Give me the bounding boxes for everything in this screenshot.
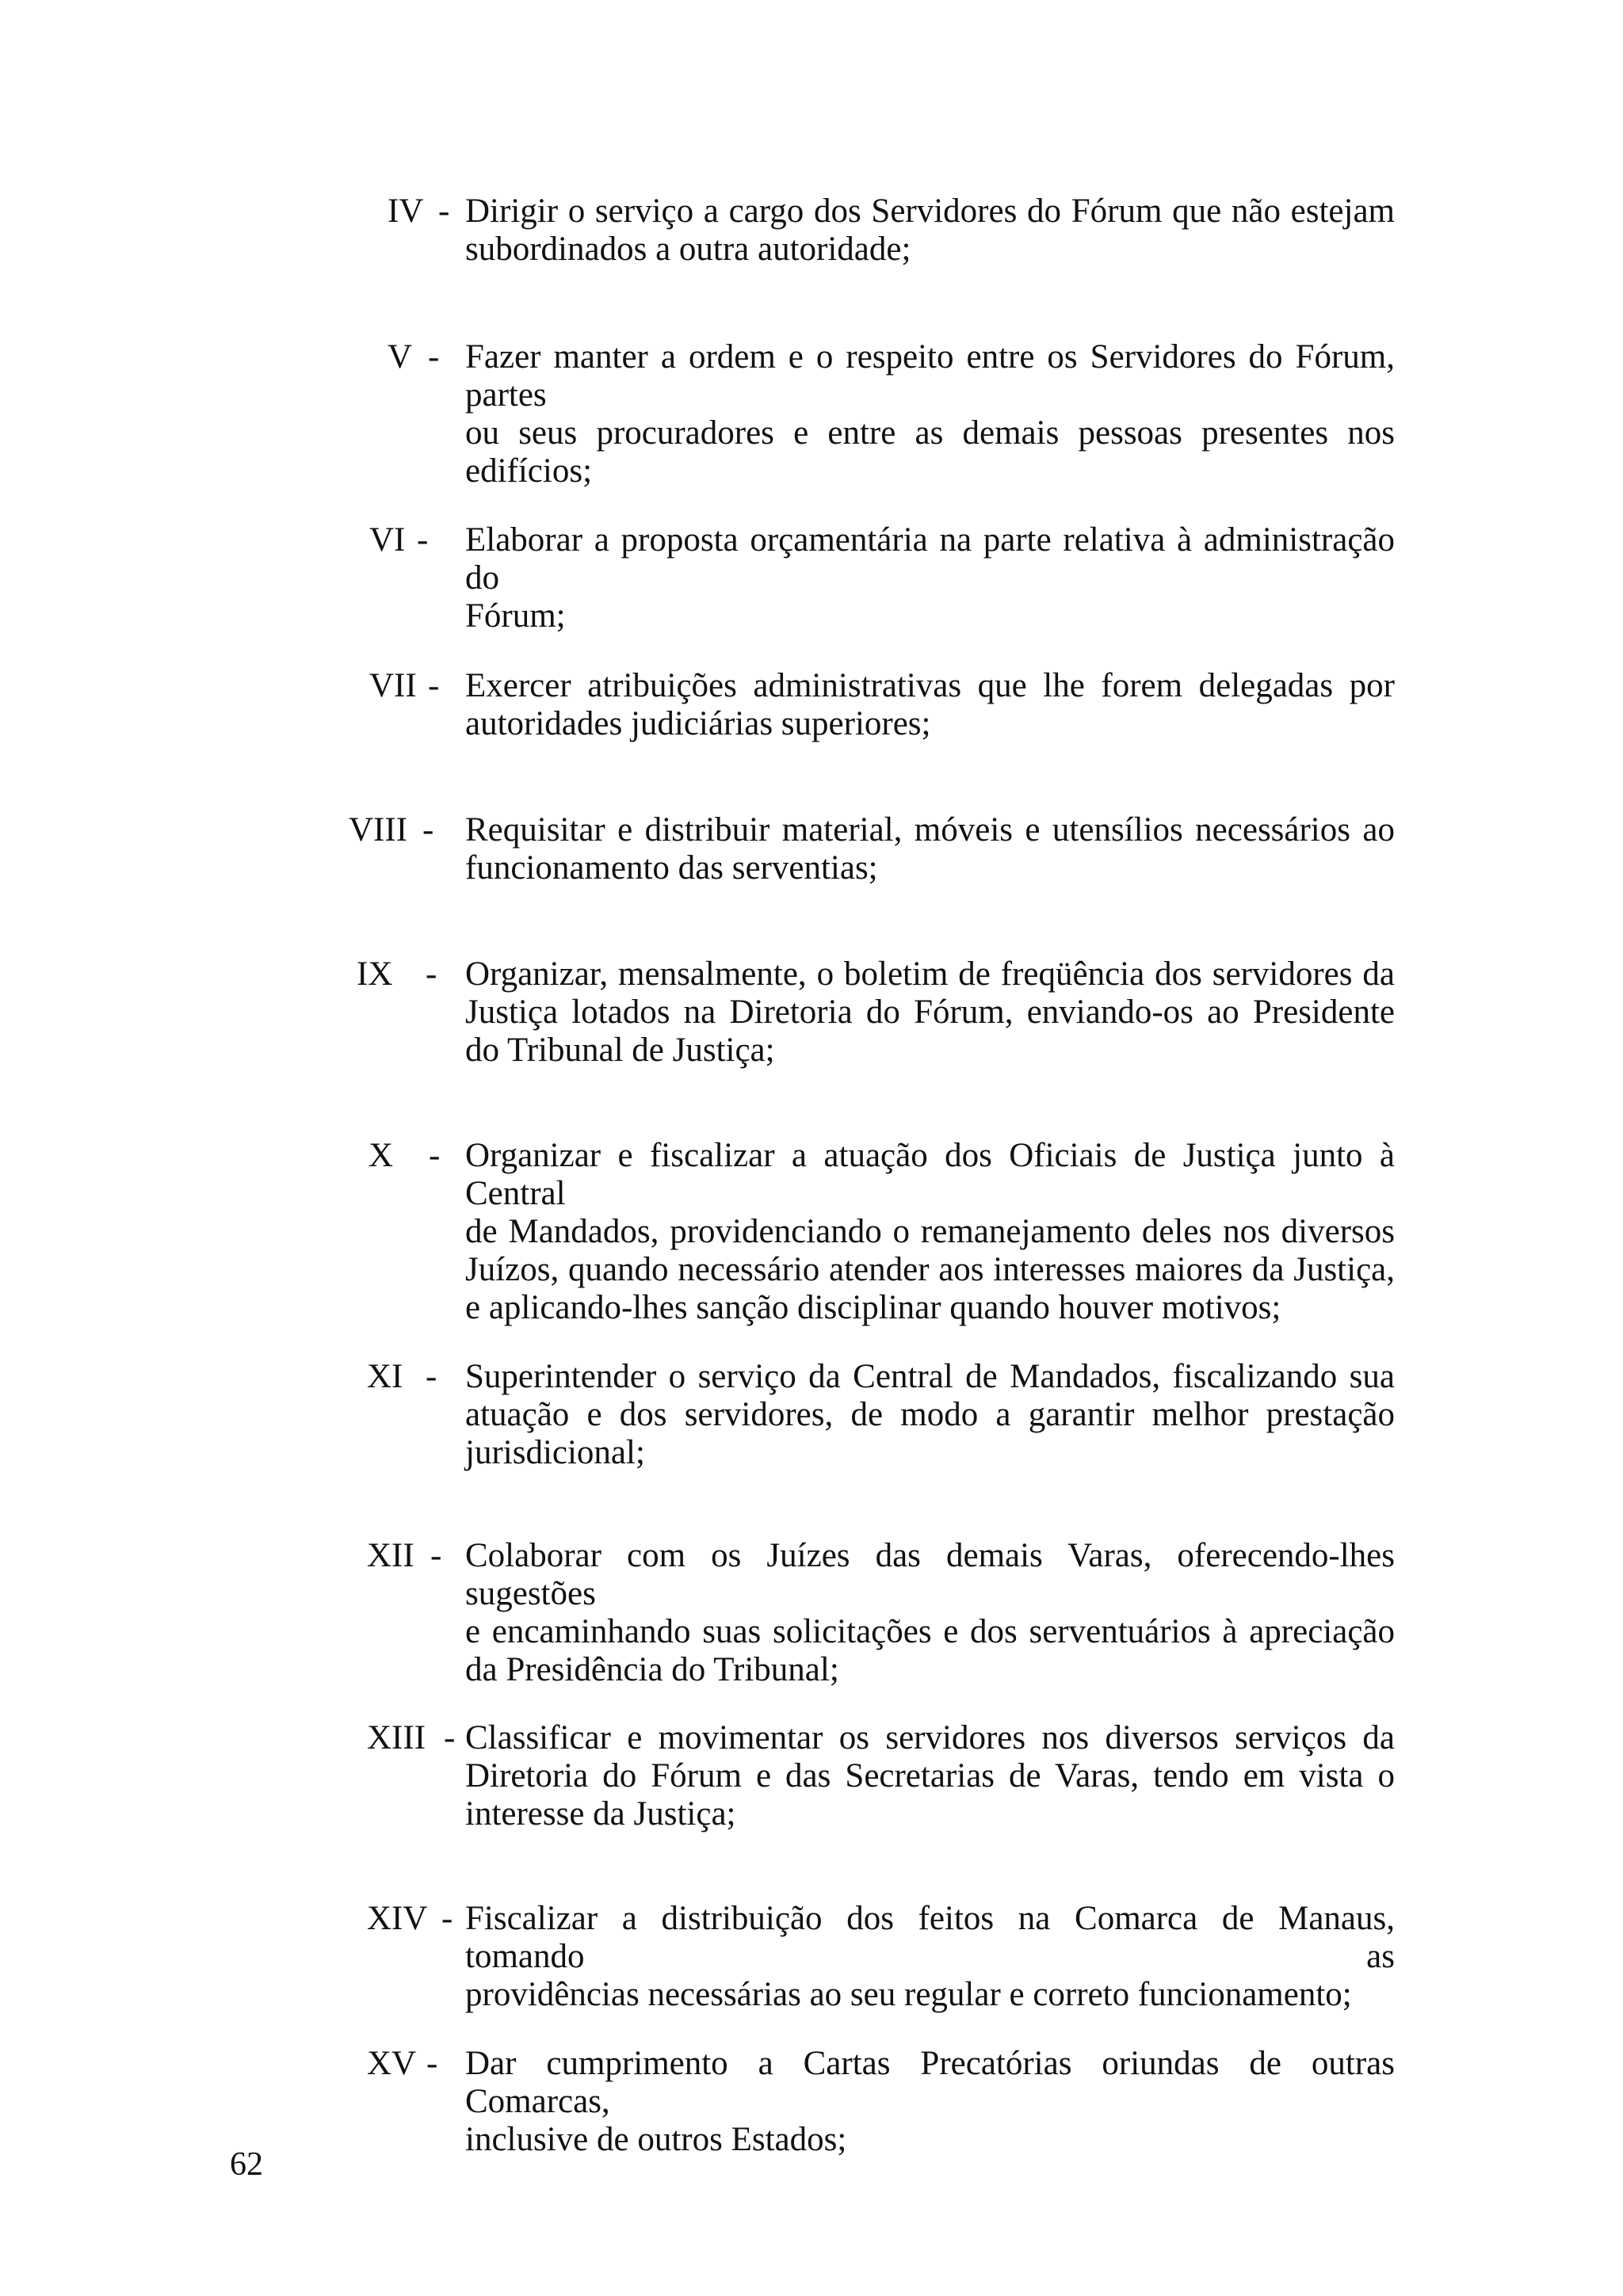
item-text-first-line: Colaborar com os Juízes das demais Varas, oferecendo-lhes sugestões: [465, 1537, 1395, 1612]
item-text-first-line: Dirigir o serviço a cargo dos Servidores do Fórum que não estejam: [465, 193, 1395, 230]
item-dash: -: [430, 1537, 442, 1574]
item-text: [465, 667, 1395, 743]
item-text-continuation: inclusive de outros Estados;: [465, 2121, 847, 2158]
item-text-first-line: Organizar, mensalmente, o boletim de freqüência dos servidores da: [465, 955, 1395, 993]
item-text-continuation: providências necessárias ao seu regular e correto funcionamento;: [465, 1976, 1352, 2013]
item-text: [465, 1537, 1395, 1689]
item-dash: -: [438, 193, 450, 230]
item-numeral: XII: [367, 1537, 414, 1574]
item-text: [465, 338, 1395, 490]
item-text-first-line: Requisitar e distribuir material, móveis e utensílios necessários ao: [465, 811, 1395, 849]
item-dash: -: [428, 667, 440, 704]
item-text-continuation: autoridades judiciárias superiores;: [465, 705, 931, 742]
item-numeral: VII: [369, 667, 417, 704]
item-numeral: V: [388, 338, 413, 376]
item-text: [465, 955, 1395, 1070]
item-numeral: VIII: [349, 811, 408, 849]
item-numeral: IX: [357, 955, 393, 993]
item-text-continuation: funcionamento das serventias;: [465, 849, 878, 887]
item-text-first-line: Elaborar a proposta orçamentária na parte relativa à administração do: [465, 521, 1395, 597]
item-text-continuation: Fórum;: [465, 597, 566, 635]
item-dash: -: [444, 1719, 456, 1756]
item-text-first-line: Fazer manter a ordem e o respeito entre os Servidores do Fórum, partes: [465, 338, 1395, 414]
item-text: [465, 811, 1395, 887]
item-dash: -: [426, 1358, 437, 1395]
item-dash: -: [426, 955, 437, 993]
item-dash: -: [441, 1900, 453, 1937]
item-text-first-line: Dar cumprimento a Cartas Precatórias oriundas de outras Comarcas,: [465, 2045, 1395, 2120]
item-text-continuation: de Mandados, providenciando o remanejamento deles nos diversos Juízos, quando necessário atender aos interesses maiores da Justiça, e aplicando-lhes sanção disciplinar quando houver motivos;: [465, 1213, 1395, 1326]
item-text: [465, 2045, 1395, 2159]
item-text-continuation: e encaminhando suas solicitações e dos serventuários à apreciação da Presidência do Tribunal;: [465, 1613, 1395, 1688]
item-text-first-line: Superintender o serviço da Central de Mandados, fiscalizando sua: [465, 1358, 1395, 1395]
item-text: [465, 521, 1395, 635]
item-dash: -: [417, 521, 429, 559]
item-numeral: IV: [388, 193, 424, 230]
item-dash: -: [426, 2045, 438, 2082]
item-text-first-line: Classificar e movimentar os servidores nos diversos serviços da: [465, 1719, 1395, 1756]
item-text-continuation: atuação e dos servidores, de modo a garantir melhor prestação jurisdicional;: [465, 1396, 1395, 1471]
item-dash: -: [428, 338, 440, 376]
item-text: [465, 1137, 1395, 1327]
item-text: [465, 1900, 1395, 2014]
item-text-continuation: Justiça lotados na Diretoria do Fórum, enviando-os ao Presidente do Tribunal de Justiça;: [465, 994, 1395, 1069]
item-text: [465, 193, 1395, 269]
item-text-continuation: subordinados a outra autoridade;: [465, 231, 911, 268]
item-text-first-line: Exercer atribuições administrativas que lhe forem delegadas por: [465, 667, 1395, 704]
item-text-first-line: Fiscalizar a distribuição dos feitos na Comarca de Manaus, tomando as: [465, 1900, 1395, 1975]
page-number: 62: [230, 2146, 263, 2183]
item-numeral: XI: [367, 1358, 403, 1395]
item-numeral: X: [369, 1137, 394, 1174]
item-text: [465, 1358, 1395, 1472]
item-numeral: XIII: [367, 1719, 426, 1756]
item-text: [465, 1719, 1395, 1833]
item-dash: -: [429, 1137, 441, 1174]
item-text-first-line: Organizar e fiscalizar a atuação dos Oficiais de Justiça junto à Central: [465, 1137, 1395, 1212]
item-dash: -: [422, 811, 434, 849]
item-numeral: VI: [369, 521, 406, 559]
item-numeral: XIV: [367, 1900, 428, 1937]
item-numeral: XV: [367, 2045, 417, 2082]
item-text-continuation: Diretoria do Fórum e das Secretarias de Varas, tendo em vista o interesse da Justiça;: [465, 1757, 1395, 1833]
item-text-continuation: ou seus procuradores e entre as demais pessoas presentes nos edifícios;: [465, 414, 1395, 490]
